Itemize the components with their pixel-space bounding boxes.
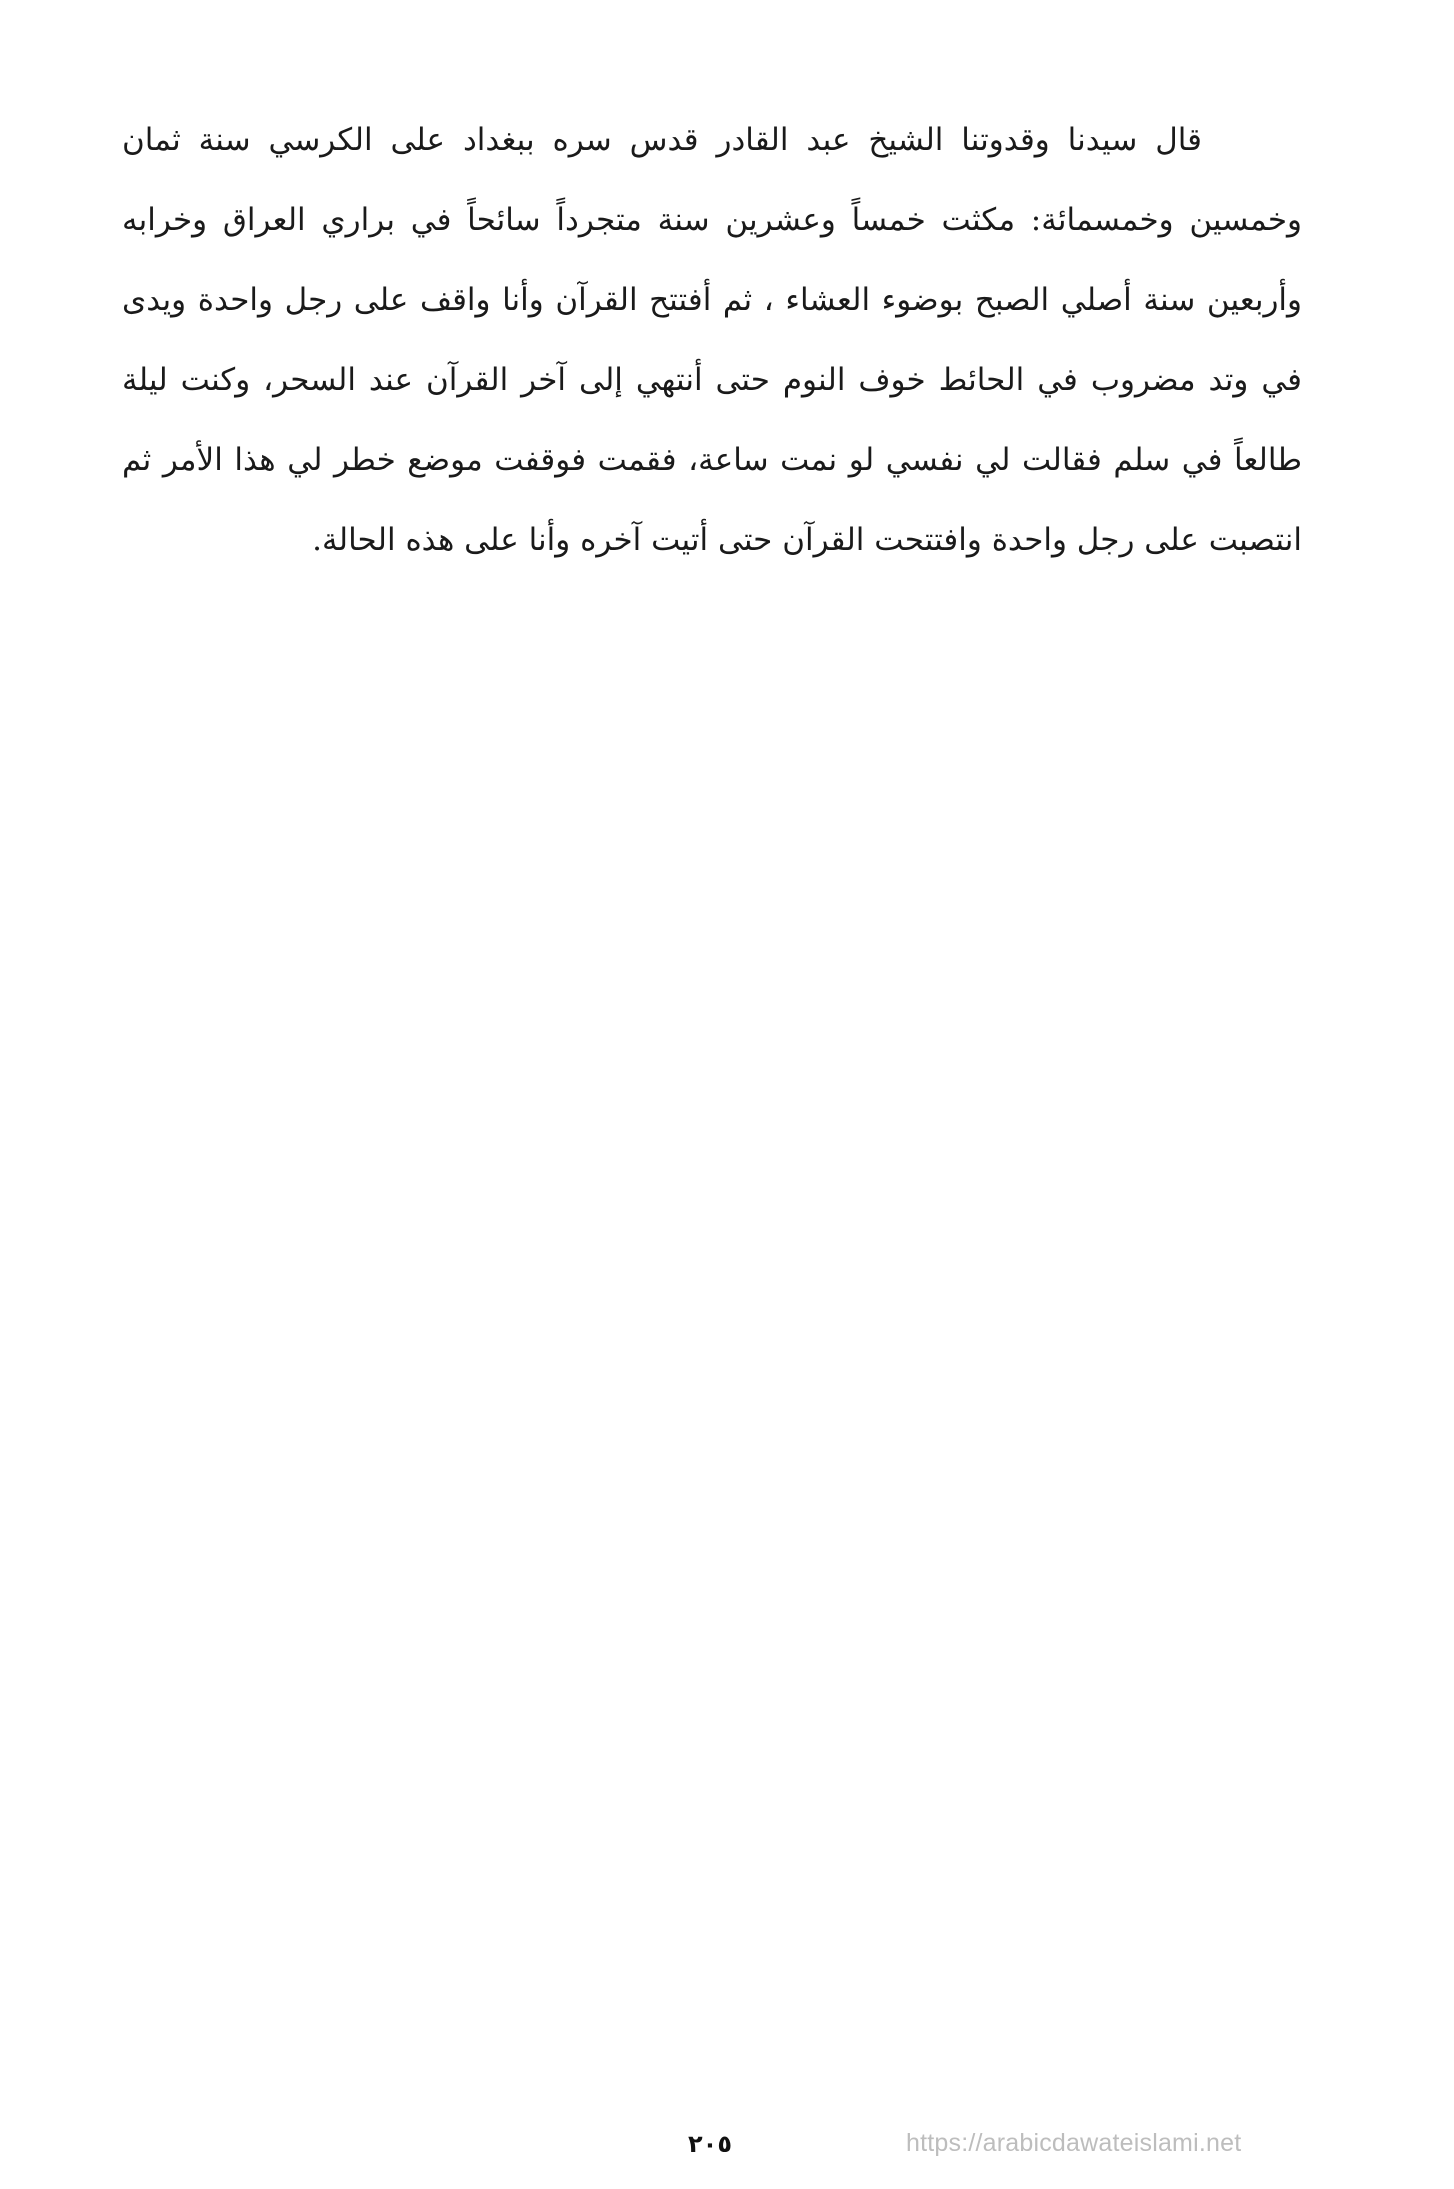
paragraph-line-1: قال سيدنا وقدوتنا الشيخ عبد القادر قدس سره ببغداد على الكرسي سنة ثمان <box>122 122 1202 158</box>
source-url-watermark: https://arabicdawateislami.net <box>906 2129 1242 2157</box>
body-paragraph <box>122 100 1302 580</box>
paragraph-line-5: طالعاً في سلم فقالت لي نفسي لو نمت ساعة، فقمت فوقفت موضع خطر لي هذا الأمر ثم <box>122 442 1302 478</box>
paragraph-line-6: انتصبت على رجل واحدة وافتتحت القرآن حتى أتيت آخره وأنا على هذه الحالة. <box>312 522 1302 558</box>
page-number: ٢٠٥ <box>688 2130 732 2158</box>
paragraph-line-4: في وتد مضروب في الحائط خوف النوم حتى أنتهي إلى آخر القرآن عند السحر، وكنت ليلة <box>122 362 1302 398</box>
paragraph-line-2: وخمسين وخمسمائة: مكثت خمساً وعشرين سنة متجرداً سائحاً في براري العراق وخرابه <box>122 202 1302 238</box>
paragraph-line-3: وأربعين سنة أصلي الصبح بوضوء العشاء ، ثم أفتتح القرآن وأنا واقف على رجل واحدة ويدى <box>122 282 1302 318</box>
